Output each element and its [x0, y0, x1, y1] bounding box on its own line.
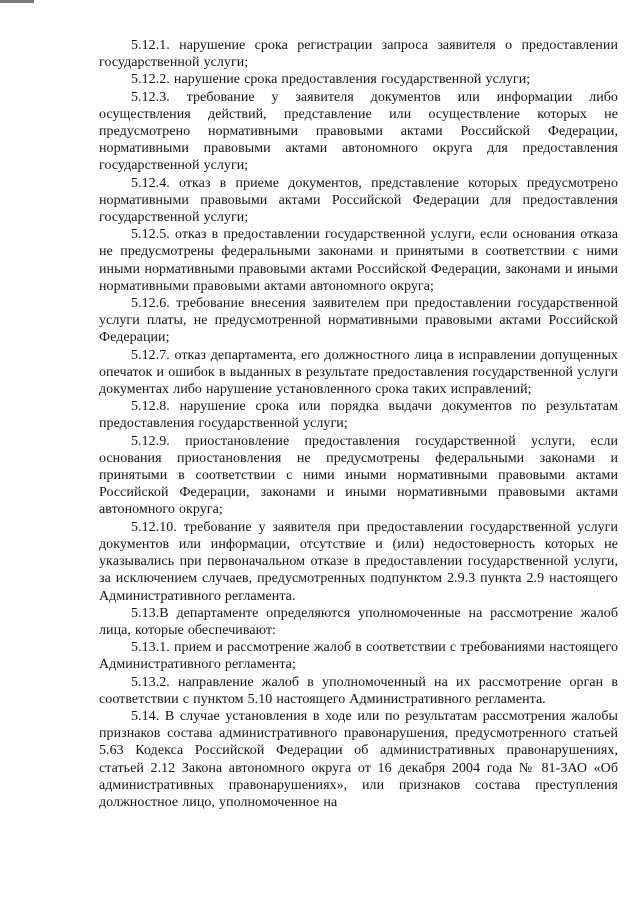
paragraph-5-12-7: 5.12.7. отказ департамента, его должностного лица в исправлении допущенных опечаток и ошибок в выданных в результате предоставления государственной услуги документах либо нарушение установленного срока таких исправлений;: [99, 347, 618, 398]
paragraph-5-12-1: 5.12.1. нарушение срока регистрации запроса заявителя о предоставлении государственной услуги;: [99, 38, 618, 71]
paragraph-5-12-9: 5.12.9. приостановление предоставления государственной услуги, если основания приостановления не предусмотрены федеральными законами и принятыми в соответствии с ними иными нормативными правовыми актами Российской Федерации, законами и иными нормативными правовыми актами автономного округа;: [99, 433, 618, 518]
paragraph-5-13-2: 5.13.2. направление жалоб в уполномоченный на их рассмотрение орган в соответствии с пунктом 5.10 настоящего Административного регламента.: [99, 674, 618, 707]
paragraph-5-12-10: 5.12.10. требование у заявителя при предоставлении государственной услуги документов или информации, отсутствие и (или) недостоверность которых не указывались при первоначальном отказе в предоставлении государственной услуги, за исключением случаев, предусмотренных подпунктом 2.9.3 пункта 2.9 настоящего Административного регламента.: [99, 519, 618, 604]
paragraph-5-12-5: 5.12.5. отказ в предоставлении государственной услуги, если основания отказа не предусмотрены федеральными законами и принятыми в соответствии с ними иными нормативными правовыми актами Российской Федерации, законами и иными нормативными правовыми актами автономного округа;: [99, 227, 618, 294]
paragraph-5-12-6: 5.12.6. требование внесения заявителем при предоставлении государственной услуги платы, не предусмотренной нормативными правовыми актами Российской Федерации;: [99, 296, 618, 346]
scan-corner-mark: [0, 0, 34, 3]
paragraph-5-12-3: 5.12.3. требование у заявителя документов или информации либо осуществления действий, представление или осуществление которых не предусмотрено нормативными правовыми актами Российской Федерации, нормативными правовыми актами автономного округа для предоставления государственной услуги;: [99, 89, 618, 174]
paragraph-5-12-2: 5.12.2. нарушение срока предоставления государственной услуги;: [131, 72, 531, 88]
paragraph-5-12-4: 5.12.4. отказ в приеме документов, представление которых предусмотрено нормативными правовыми актами Российской Федерации для предоставления государственной услуги;: [99, 175, 618, 226]
paragraph-5-13: 5.13.В департаменте определяются уполномоченные на рассмотрение жалоб лица, которые обеспечивают:: [99, 605, 618, 638]
document-page: [99, 37, 618, 811]
paragraph-5-12-8: 5.12.8. нарушение срока или порядка выдачи документов по результатам предоставления государственной услуги;: [99, 399, 618, 432]
paragraph-5-14: 5.14. В случае установления в ходе или по результатам рассмотрения жалобы признаков состава административного правонарушения, предусмотренного статьей 5.63 Кодекса Российской Федерации об административных правонарушениях, статьей 2.12 Закона автономного округа от 16 декабря 2004 года № 81-3АО «Об административных правонарушениях», или признаков состава преступления должностное лицо, уполномоченное на: [99, 708, 618, 810]
paragraph-5-13-1: 5.13.1. прием и рассмотрение жалоб в соответствии с требованиями настоящего Административного регламента;: [99, 640, 618, 673]
